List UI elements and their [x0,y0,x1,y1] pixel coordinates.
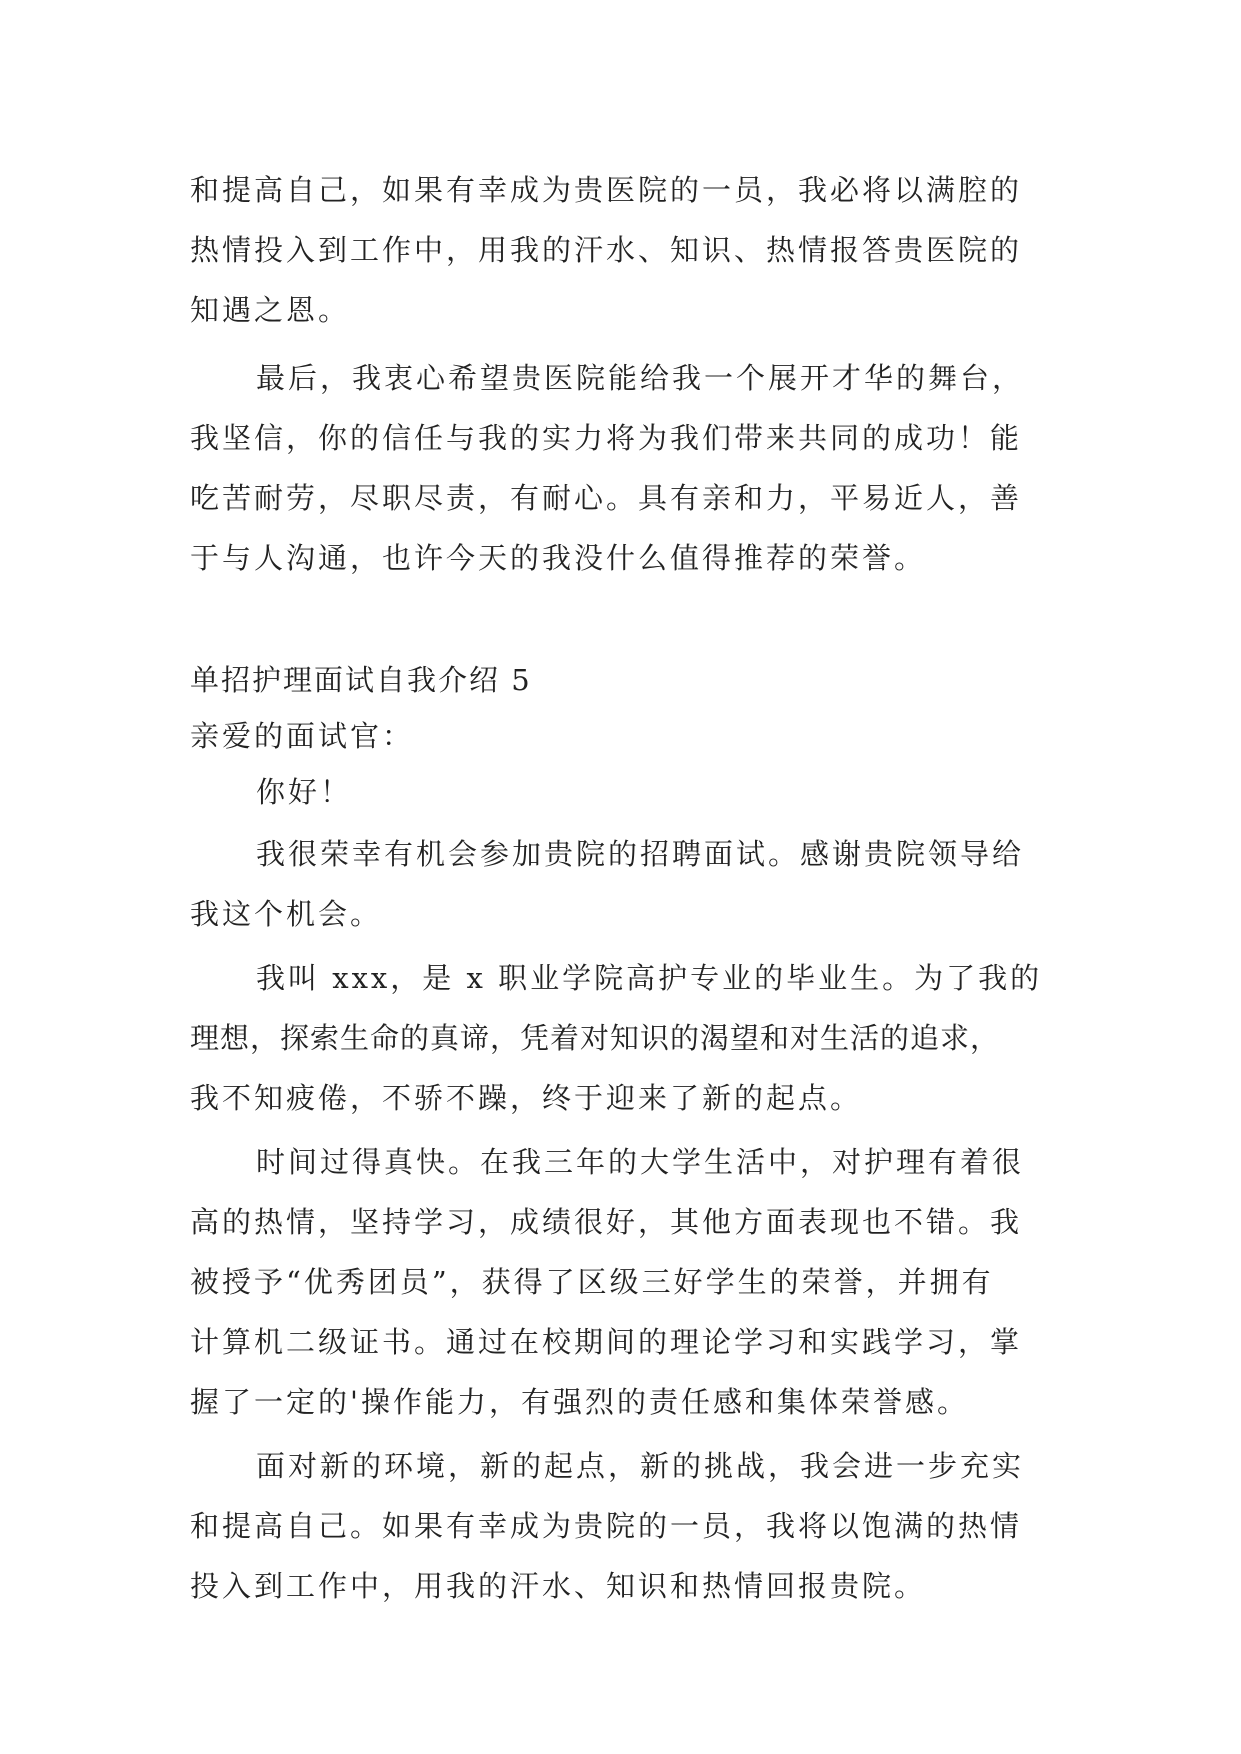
text-line: 计算机二级证书。通过在校期间的理论学习和实践学习，掌 [190,1325,1023,1359]
text-line: 投入到工作中，用我的汗水、知识和热情回报贵院。 [190,1569,927,1603]
text-line: 我叫 xxx，是 x 职业学院高护专业的毕业生。为了我的 [256,961,1043,995]
text-line: 我这个机会。 [190,897,383,931]
text-line: 知遇之恩。 [190,293,351,327]
section-title: 单招护理面试自我介绍 5 [190,663,532,697]
text-line: 面对新的环境，新的起点，新的挑战，我会进一步充实 [256,1449,1025,1483]
text-line: 时间过得真快。在我三年的大学生活中，对护理有着很 [256,1145,1025,1179]
paragraph-2 [190,948,1056,1128]
text-line: 和提高自己。如果有幸成为贵院的一员，我将以饱满的热情 [190,1509,1023,1543]
greeting: 你好！ [256,775,353,809]
paragraph-4 [190,1436,1056,1616]
paragraph-closing [190,348,1056,588]
text-line: 被授予“优秀团员”，获得了区级三好学生的荣誉，并拥有 [190,1265,994,1299]
text-line: 吃苦耐劳，尽职尽责，有耐心。具有亲和力，平易近人，善 [190,481,1023,515]
text-line: 高的热情，坚持学习，成绩很好，其他方面表现也不错。我 [190,1205,1023,1239]
text-line: 于与人沟通，也许今天的我没什么值得推荐的荣誉。 [190,541,927,575]
salutation: 亲爱的面试官： [190,719,415,753]
paragraph-1 [190,824,1056,944]
document-page [190,160,1056,1616]
text-line: 握了一定的'操作能力，有强烈的责任感和集体荣誉感。 [190,1385,969,1419]
paragraph-continuation [190,160,1056,340]
text-line: 我不知疲倦，不骄不躁，终于迎来了新的起点。 [190,1081,863,1115]
text-line: 和提高自己，如果有幸成为贵医院的一员，我必将以满腔的 [190,173,1023,207]
text-line: 热情投入到工作中，用我的汗水、知识、热情报答贵医院的 [190,233,1023,267]
text-line: 最后，我衷心希望贵医院能给我一个展开才华的舞台， [256,361,1025,395]
text-line: 理想，探索生命的真谛，凭着对知识的渴望和对生活的追求， [190,1021,1001,1055]
paragraph-3 [190,1132,1056,1432]
text-line: 我坚信，你的信任与我的实力将为我们带来共同的成功！能 [190,421,1023,455]
text-line: 我很荣幸有机会参加贵院的招聘面试。感谢贵院领导给 [256,837,1025,871]
